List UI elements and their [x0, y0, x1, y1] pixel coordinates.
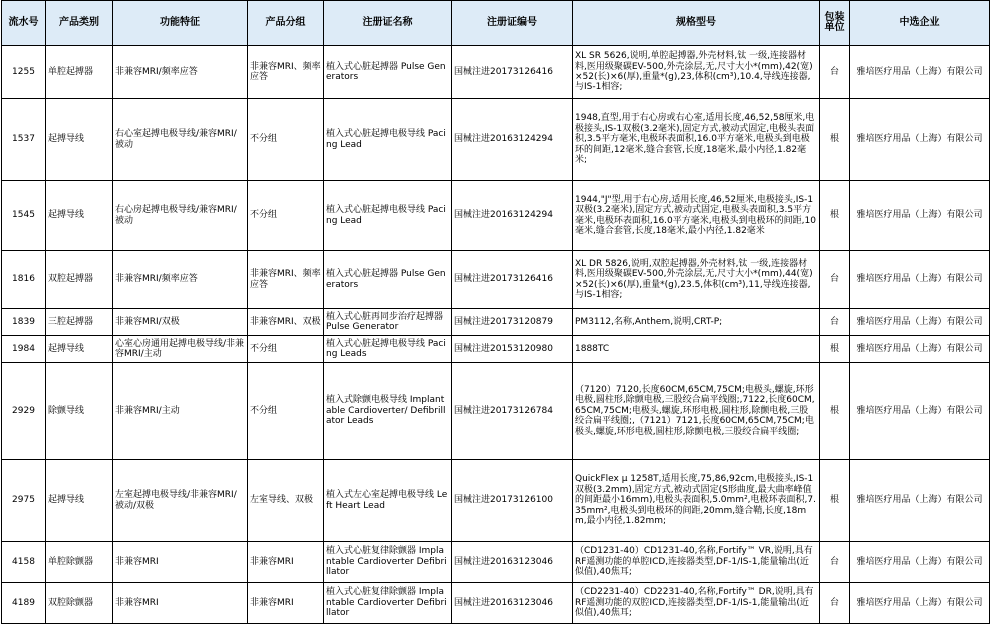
cell-spec: XL SR 5626,说明,单腔起搏器,外壳材料,钛 一级,连接器材料,医用级聚碳EV-500,外壳涂层,无,尺寸大小*(mm),42(宽)×52(长)×6(厚),重量*(g),23,体积(cm³),10.4,导线连接器,与IS-1相容;: [573, 46, 820, 99]
cell-group: 不分组: [248, 363, 324, 460]
cell-group: 左室导线、双极: [248, 460, 324, 542]
cell-category: 起搏导线: [46, 99, 113, 181]
cell-category: 起搏导线: [46, 460, 113, 542]
cell-company: 雅培医疗用品（上海）有限公司: [850, 181, 990, 251]
table-row: [2, 46, 990, 99]
cell-spec: （7120）7120,长度60CM,65CM,75CM;电极头,螺旋,环形电极,圆柱形,除颤电极,三股绞合扁平线圈;,7122,长度60CM,65CM,75CM;电极头,螺旋,环形电极,圆柱形,除颤电极,三股绞合扁平线圈;,（7121）7121,长度60CM,65CM,75CM;电极头,螺旋,环形电极,圆柱形,除颤电极,三股绞合扁平线圈;: [573, 363, 820, 460]
table-row: [2, 460, 990, 542]
cell-serial: 4158: [2, 542, 46, 583]
cell-group: 非兼容MRI、频率应答: [248, 251, 324, 309]
cell-feature: 心室心房通用起搏电极导线/非兼容MRI/主动: [113, 336, 248, 363]
cell-category: 双腔除颤器: [46, 583, 113, 624]
cell-cert-name: 植入式心脏起搏电极导线 Pacing Lead: [324, 99, 452, 181]
cell-spec: 1948,直型,用于右心房或右心室,适用长度,46,52,58厘米,电极接头,IS-1双极(3.2毫米),固定方式,被动式固定,电极头表面积,3.5平方毫米,电极环表面积,16.0平方毫米,电极头到电极环的间距,12毫米,缝合套管,长度,18毫米,最小内径,1.82毫米;: [573, 99, 820, 181]
cell-unit: 台: [820, 583, 850, 624]
cell-cert-name: 植入式心脏复律除颤器 Implantable Cardioverter Defibrillator: [324, 542, 452, 583]
cell-cert-no: 国械注进20163123046: [452, 542, 573, 583]
header-unit: 包装单位: [820, 1, 850, 46]
header-cert-name: 注册证名称: [324, 1, 452, 46]
cell-cert-name: 植入式心脏起搏器 Pulse Generators: [324, 46, 452, 99]
cell-serial: 2975: [2, 460, 46, 542]
cell-group: 不分组: [248, 181, 324, 251]
cell-category: 三腔起搏器: [46, 309, 113, 336]
cell-feature: 右心室起搏电极导线/兼容MRI/被动: [113, 99, 248, 181]
cell-spec: （CD1231-40）CD1231-40,名称,Fortify™ VR,说明,具有RF遥测功能的单腔ICD,连接器类型,DF-1/IS-1,能量输出(近似值),40焦耳;: [573, 542, 820, 583]
cell-cert-no: 国械注进20173126784: [452, 363, 573, 460]
cell-category: 起搏导线: [46, 181, 113, 251]
cell-unit: 台: [820, 309, 850, 336]
cell-cert-name: 植入式左心室起搏电极导线 Left Heart Lead: [324, 460, 452, 542]
cell-unit: 台: [820, 542, 850, 583]
cell-cert-no: 国械注进20173126100: [452, 460, 573, 542]
cell-cert-name: 植入式心脏起搏电极导线 Pacing Lead: [324, 181, 452, 251]
cell-group: 非兼容MRI: [248, 583, 324, 624]
table-row: [2, 363, 990, 460]
cell-cert-name: 植入式心脏复律除颤器 Implantable Cardioverter Defibrillator: [324, 583, 452, 624]
table-row: [2, 583, 990, 624]
cell-feature: 非兼容MRI/频率应答: [113, 251, 248, 309]
product-table: [1, 0, 990, 624]
cell-feature: 左室起搏电极导线/非兼容MRI/被动/双极: [113, 460, 248, 542]
cell-unit: 根: [820, 181, 850, 251]
cell-feature: 右心房起搏电极导线/兼容MRI/被动: [113, 181, 248, 251]
table-row: [2, 336, 990, 363]
cell-company: 雅培医疗用品（上海）有限公司: [850, 251, 990, 309]
header-row: [2, 1, 990, 46]
cell-feature: 非兼容MRI/主动: [113, 363, 248, 460]
cell-unit: 台: [820, 46, 850, 99]
cell-spec: （CD2231-40）CD2231-40,名称,Fortify™ DR,说明,具有RF遥测功能的双腔ICD,连接器类型,DF-1/IS-1,能量输出(近似值),40焦耳;: [573, 583, 820, 624]
cell-company: 雅培医疗用品（上海）有限公司: [850, 336, 990, 363]
cell-cert-no: 国械注进20173126416: [452, 251, 573, 309]
cell-serial: 1816: [2, 251, 46, 309]
cell-cert-no: 国械注进20173126416: [452, 46, 573, 99]
cell-group: 非兼容MRI、频率应答: [248, 46, 324, 99]
cell-cert-name: 植入式除颤电极导线 Implantable Cardioverter/ Defibrillator Leads: [324, 363, 452, 460]
cell-category: 单腔起搏器: [46, 46, 113, 99]
cell-company: 雅培医疗用品（上海）有限公司: [850, 542, 990, 583]
cell-company: 雅培医疗用品（上海）有限公司: [850, 46, 990, 99]
cell-serial: 1545: [2, 181, 46, 251]
cell-spec: XL DR 5826,说明,双腔起搏器,外壳材料,钛 一级,连接器材料,医用级聚碳EV-500,外壳涂层,无,尺寸大小*(mm),44(宽)×52(长)×6(厚),重量*(g),23.5,体积(cm³),11,导线连接器,与IS-1相容;: [573, 251, 820, 309]
cell-group: 不分组: [248, 99, 324, 181]
cell-group: 不分组: [248, 336, 324, 363]
table-row: [2, 181, 990, 251]
cell-category: 单腔除颤器: [46, 542, 113, 583]
cell-cert-no: 国械注进20163123046: [452, 583, 573, 624]
cell-serial: 1984: [2, 336, 46, 363]
table-row: [2, 542, 990, 583]
header-cert-no: 注册证编号: [452, 1, 573, 46]
cell-cert-name: 植入式心脏起搏电极导线 Pacing Leads: [324, 336, 452, 363]
cell-company: 雅培医疗用品（上海）有限公司: [850, 363, 990, 460]
cell-category: 起搏导线: [46, 336, 113, 363]
cell-serial: 2929: [2, 363, 46, 460]
cell-unit: 台: [820, 251, 850, 309]
cell-unit: 根: [820, 336, 850, 363]
table-row: [2, 99, 990, 181]
cell-cert-no: 国械注进20153120980: [452, 336, 573, 363]
cell-unit: 根: [820, 99, 850, 181]
cell-serial: 4189: [2, 583, 46, 624]
cell-company: 雅培医疗用品（上海）有限公司: [850, 99, 990, 181]
table-row: [2, 251, 990, 309]
cell-company: 雅培医疗用品（上海）有限公司: [850, 309, 990, 336]
cell-company: 雅培医疗用品（上海）有限公司: [850, 583, 990, 624]
header-feature: 功能特征: [113, 1, 248, 46]
cell-cert-name: 植入式心脏起搏器 Pulse Generators: [324, 251, 452, 309]
cell-spec: 1944,"J"型,用于右心房,适用长度,46,52厘米,电极接头,IS-1双极(3.2毫米),固定方式,被动式固定,电极头表面积,3.5平方毫米,电极环表面积,16.0平方毫米,电极头到电极环的间距,10毫米,缝合套管,长度,18毫米,最小内径,1.82毫米: [573, 181, 820, 251]
cell-serial: 1255: [2, 46, 46, 99]
header-group: 产品分组: [248, 1, 324, 46]
cell-feature: 非兼容MRI: [113, 583, 248, 624]
header-company: 中选企业: [850, 1, 990, 46]
cell-group: 非兼容MRI: [248, 542, 324, 583]
cell-unit: 根: [820, 460, 850, 542]
cell-category: 除颤导线: [46, 363, 113, 460]
cell-category: 双腔起搏器: [46, 251, 113, 309]
table-row: [2, 309, 990, 336]
header-category: 产品类别: [46, 1, 113, 46]
header-serial: 流水号: [2, 1, 46, 46]
cell-unit: 根: [820, 363, 850, 460]
cell-cert-name: 植入式心脏再同步治疗起搏器 Pulse Generator: [324, 309, 452, 336]
header-spec: 规格型号: [573, 1, 820, 46]
cell-feature: 非兼容MRI/频率应答: [113, 46, 248, 99]
cell-spec: QuickFlex μ 1258T,适用长度,75,86,92cm,电极接头,IS-1双极(3.2mm),固定方式,被动式固定(S形曲度,最大曲率峰值的间距最小16mm),电极头表面积,5.0mm²,电极环表面积,7.35mm²,电极头到电极环的间距,20mm,缝合鞘,长度,18mm,最小内径,1.82mm;: [573, 460, 820, 542]
cell-serial: 1537: [2, 99, 46, 181]
cell-group: 非兼容MRI、双极: [248, 309, 324, 336]
cell-company: 雅培医疗用品（上海）有限公司: [850, 460, 990, 542]
cell-cert-no: 国械注进20163124294: [452, 181, 573, 251]
cell-spec: PM3112,名称,Anthem,说明,CRT-P;: [573, 309, 820, 336]
cell-feature: 非兼容MRI/双极: [113, 309, 248, 336]
cell-feature: 非兼容MRI: [113, 542, 248, 583]
cell-cert-no: 国械注进20163124294: [452, 99, 573, 181]
cell-spec: 1888TC: [573, 336, 820, 363]
cell-serial: 1839: [2, 309, 46, 336]
cell-cert-no: 国械注进20173120879: [452, 309, 573, 336]
